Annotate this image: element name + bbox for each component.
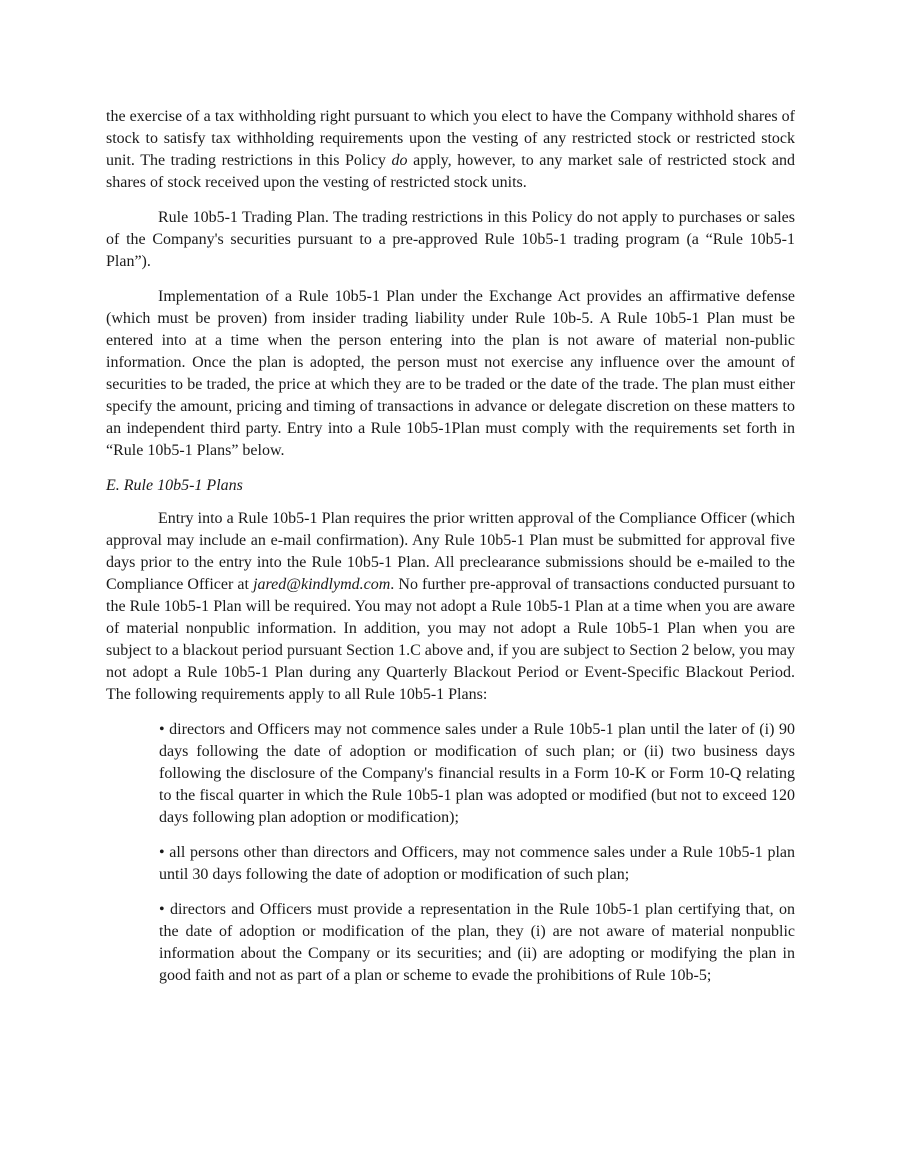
- list-item: • directors and Officers may not commence sales under a Rule 10b5-1 plan until the later of (i) 90 days following the date of adoption or modification of such plan; or (ii) two business days following the disclosure of the Company's financial results in a Form 10-K or Form 10-Q relating to the fiscal quarter in which the Rule 10b5-1 plan was adopted or modified (but not to exceed 120 days following plan adoption or modification);: [159, 721, 795, 826]
- paragraph-text: Entry into a Rule 10b5-1 Plan requires the prior written approval of the Compliance Officer (which approval may include an e-mail confirmation). Any Rule 10b5-1 Plan must be submitted for approval five days prior to the entry into the Rule 10b5-1 Plan. All preclearance submissions should be e-mailed to the Compliance Officer at: [106, 510, 795, 593]
- paragraph-restricted-stock: [106, 106, 795, 194]
- paragraph-text: the exercise of a tax withholding right pursuant to which you elect to have the Company withhold shares of stock to satisfy tax withholding requirements upon the vesting of any restricted stock or restricted stock unit. The trading restrictions in this Policy: [106, 108, 795, 169]
- paragraph-entry-approval: [106, 508, 795, 706]
- list-item: • all persons other than directors and Officers, may not commence sales under a Rule 10b5-1 plan until 30 days following the date of adoption or modification of such plan;: [159, 844, 795, 883]
- paragraph-implementation: Implementation of a Rule 10b5-1 Plan under the Exchange Act provides an affirmative defense (which must be proven) from insider trading liability under Rule 10b-5. A Rule 10b5-1 Plan must be entered into at a time when the person entering into the plan is not aware of material non-public information. Once the plan is adopted, the person must not exercise any influence over the amount of securities to be traded, the price at which they are to be traded or the date of the trade. The plan must either specify the amount, pricing and timing of transactions in advance or delegate discretion on these matters to an independent third party. Entry into a Rule 10b5-1Plan must comply with the requirements set forth in “Rule 10b5-1 Plans” below.: [106, 288, 795, 459]
- list-item: • directors and Officers must provide a representation in the Rule 10b5-1 plan certifying that, on the date of adoption or modification of the plan, they (i) are not aware of material nonpublic information about the Company or its securities; and (ii) are adopting or modifying the plan in good faith and not as part of a plan or scheme to evade the prohibitions of Rule 10b-5;: [159, 901, 795, 984]
- paragraph-trading-plan: Rule 10b5-1 Trading Plan. The trading restrictions in this Policy do not apply to purchases or sales of the Company's securities pursuant to a pre-approved Rule 10b5-1 trading program (a “Rule 10b5-1 Plan”).: [106, 209, 795, 270]
- section-heading: E. Rule 10b5-1 Plans: [106, 477, 243, 494]
- emphasis-text: do: [391, 152, 408, 169]
- paragraph-text: . No further pre-approval of transactions conducted pursuant to the Rule 10b5-1 Plan will be required. You may not adopt a Rule 10b5-1 Plan at a time when you are aware of material nonpublic information. In addition, you may not adopt a Rule 10b5-1 Plan when you are subject to a blackout period pursuant Section 1.C above and, if you are subject to Section 2 below, you may not adopt a Rule 10b5-1 Plan during any Quarterly Blackout Period or Event-Specific Blackout Period. The following requirements apply to all Rule 10b5-1 Plans:: [106, 576, 795, 703]
- email-address: jared@kindlymd.com: [253, 576, 391, 593]
- paragraph-text: apply, however, to any market sale of restricted stock and shares of stock received upon the vesting of restricted stock units.: [106, 152, 795, 191]
- document-body: [106, 106, 795, 1000]
